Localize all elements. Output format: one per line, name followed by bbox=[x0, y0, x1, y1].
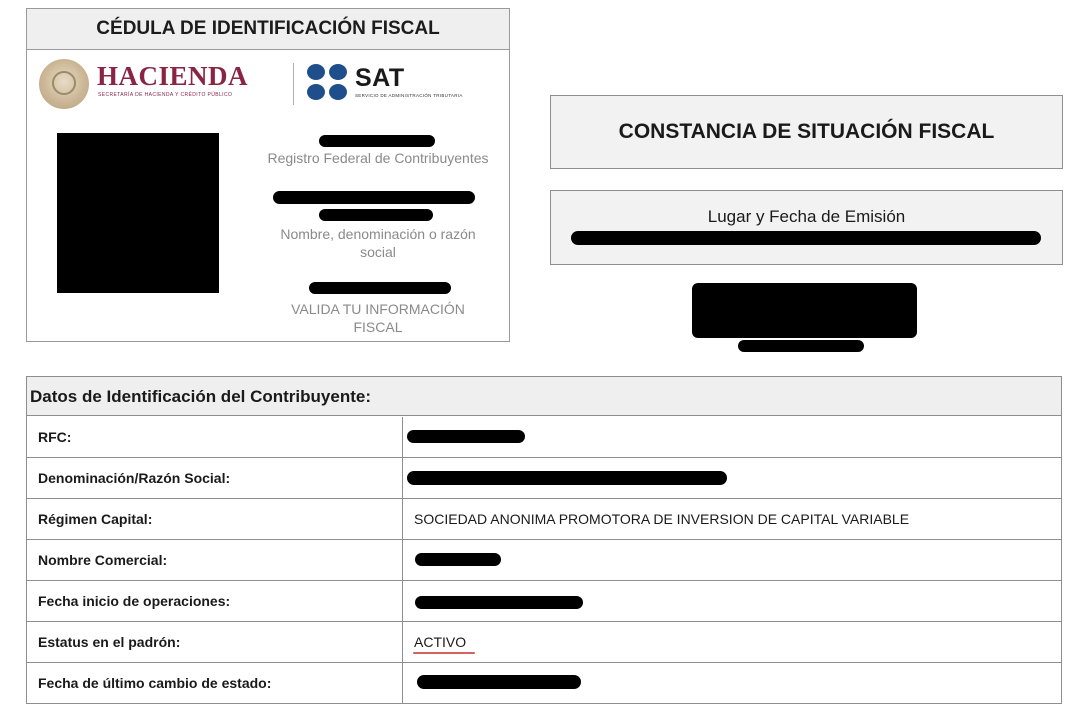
redacted-value bbox=[417, 675, 581, 689]
datos-identificacion-table bbox=[26, 376, 1062, 704]
constancia-title-box bbox=[550, 95, 1063, 169]
logo-strip bbox=[27, 51, 509, 113]
row-label: RFC: bbox=[38, 429, 72, 445]
table-row-ultimo-cambio bbox=[27, 663, 1061, 704]
hacienda-logo-subtitle: SECRETARÍA DE HACIENDA Y CRÉDITO PÚBLICO bbox=[98, 92, 233, 98]
row-value: SOCIEDAD ANONIMA PROMOTORA DE INVERSION DE CAPITAL VARIABLE bbox=[414, 511, 910, 527]
rfc-caption: Registro Federal de Contribuyentes bbox=[267, 150, 489, 166]
table-row-fecha-inicio bbox=[27, 581, 1061, 622]
row-label: Denominación/Razón Social: bbox=[38, 470, 231, 486]
constancia-title: CONSTANCIA DE SITUACIÓN FISCAL bbox=[618, 120, 995, 143]
redacted-qr-code bbox=[57, 133, 219, 293]
status-value: ACTIVO bbox=[414, 634, 467, 650]
row-label: Nombre Comercial: bbox=[38, 552, 168, 568]
row-label: Fecha inicio de operaciones: bbox=[38, 593, 231, 609]
spellcheck-underline bbox=[413, 652, 475, 654]
redacted-name-line-1 bbox=[273, 191, 475, 204]
lugar-fecha-box bbox=[550, 190, 1063, 265]
lugar-fecha-label: Lugar y Fecha de Emisión bbox=[707, 207, 906, 226]
redacted-value bbox=[407, 471, 727, 485]
hacienda-logo: HACIENDA bbox=[97, 61, 249, 91]
table-row-rfc bbox=[27, 417, 1061, 458]
redacted-rfc bbox=[319, 135, 435, 147]
row-label: Fecha de último cambio de estado: bbox=[38, 675, 272, 691]
table-row-razon-social bbox=[27, 458, 1061, 499]
redacted-value bbox=[415, 553, 501, 566]
table-row-nombre-comercial bbox=[27, 540, 1061, 581]
redacted-lugar-fecha bbox=[571, 231, 1041, 245]
nombre-caption: Nombre, denominación o razón social bbox=[280, 226, 476, 260]
datos-title: Datos de Identificación del Contribuyente: bbox=[27, 377, 1061, 416]
sat-logo-icon bbox=[307, 64, 349, 102]
redacted-value bbox=[407, 430, 525, 443]
redacted-value bbox=[415, 596, 583, 609]
sat-logo: SAT bbox=[355, 64, 405, 92]
cedula-title: CÉDULA DE IDENTIFICACIÓN FISCAL bbox=[27, 9, 509, 50]
redacted-barcode-text bbox=[738, 340, 864, 352]
redacted-name-line-2 bbox=[319, 209, 433, 221]
sat-logo-subtitle: SERVICIO DE ADMINISTRACIÓN TRIBUTARIA bbox=[355, 93, 463, 98]
logo-divider bbox=[293, 63, 294, 105]
row-label: Régimen Capital: bbox=[38, 511, 153, 527]
cedula-card bbox=[26, 8, 510, 342]
table-row-estatus bbox=[27, 622, 1061, 663]
mexico-seal-icon bbox=[39, 59, 89, 109]
valida-caption: VALIDA TU INFORMACIÓN FISCAL bbox=[291, 301, 465, 335]
table-row-regimen-capital bbox=[27, 499, 1061, 540]
row-label: Estatus en el padrón: bbox=[38, 634, 181, 650]
redacted-validation-id bbox=[309, 282, 451, 294]
redacted-barcode bbox=[692, 283, 917, 338]
